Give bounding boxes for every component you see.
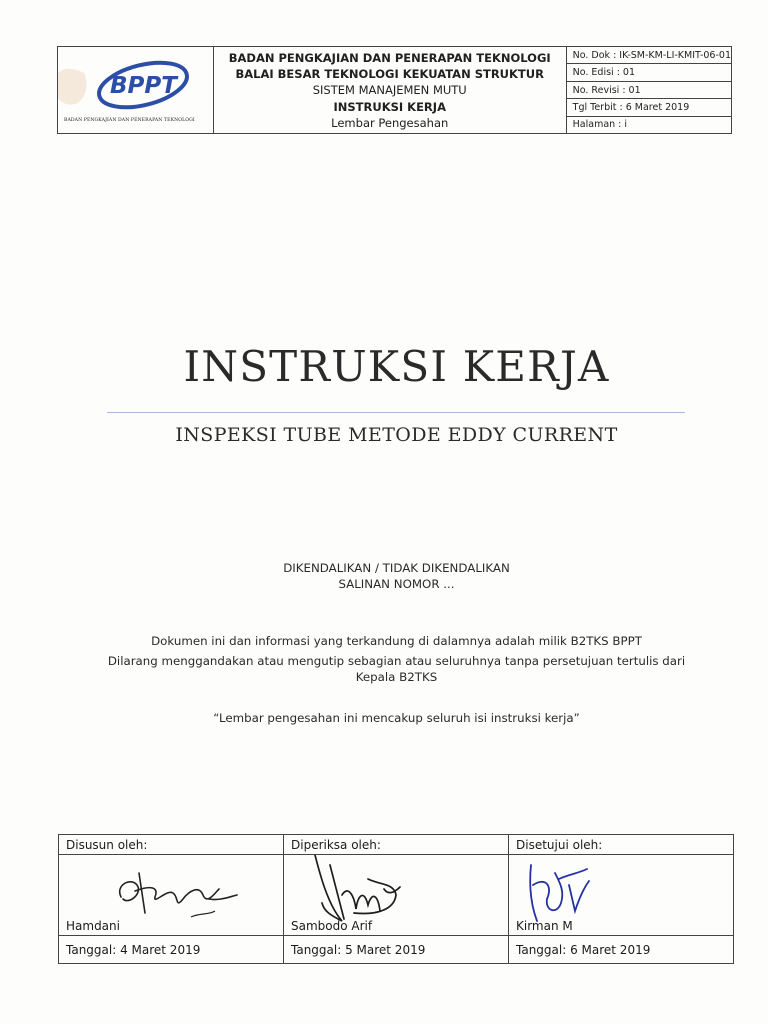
- notice-line-2: Dilarang menggandakan atau mengutip sebagian atau seluruhnya tanpa persetujuan tertulis dari: [107, 654, 686, 668]
- role-label: Disetujui oleh:: [509, 835, 733, 855]
- notice-line-3: Kepala B2TKS: [355, 670, 438, 684]
- signer-name: Sambodo Arif: [291, 919, 373, 933]
- sign-date: Tanggal: 4 Maret 2019: [66, 942, 201, 957]
- approval-scope-quote: “Lembar pengesahan ini mencakup seluruh isi instruksi kerja”: [213, 711, 580, 725]
- signature-box: [509, 855, 733, 936]
- header-line-2: BALAI BESAR TEKNOLOGI KEKUATAN STRUKTUR: [235, 67, 544, 82]
- document-title: INSTRUKSI KERJA: [183, 342, 610, 391]
- document-header: [57, 46, 732, 134]
- header-logo-cell: [58, 47, 214, 133]
- meta-no-dok: No. Dok : IK-SM-KM-LI-KMIT-06-01: [567, 47, 731, 64]
- header-line-5: Lembar Pengesahan: [331, 115, 449, 130]
- signature-column-reviewed: [284, 835, 509, 963]
- copy-number: SALINAN NOMOR ...: [338, 577, 455, 591]
- header-line-3: SISTEM MANAJEMEN MUTU: [312, 83, 467, 98]
- role-label: Disusun oleh:: [59, 835, 283, 855]
- header-line-1: BADAN PENGKAJIAN DAN PENERAPAN TEKNOLOGI: [228, 50, 551, 65]
- notice-line-1: Dokumen ini dan informasi yang terkandung di dalamnya adalah milik B2TKS BPPT: [151, 634, 642, 648]
- control-status: DIKENDALIKAN / TIDAK DIKENDALIKAN: [283, 561, 510, 575]
- signature-column-prepared: [59, 835, 284, 963]
- meta-tgl-terbit: Tgl Terbit : 6 Maret 2019: [567, 99, 731, 116]
- signature-box: [59, 855, 283, 936]
- signature-box: [284, 855, 508, 936]
- header-line-4: INSTRUKSI KERJA: [333, 99, 446, 114]
- meta-no-revisi: No. Revisi : 01: [567, 82, 731, 99]
- role-label: Diperiksa oleh:: [284, 835, 508, 855]
- title-divider: [107, 412, 685, 413]
- document-subtitle: INSPEKSI TUBE METODE EDDY CURRENT: [175, 424, 618, 446]
- signer-name: Kirman M: [516, 919, 573, 933]
- header-title-cell: [214, 47, 567, 133]
- meta-halaman: Halaman : i: [572, 119, 628, 131]
- signature-column-approved: [509, 835, 733, 963]
- header-meta-cell: [567, 47, 731, 133]
- meta-no-edisi: No. Edisi : 01: [567, 64, 731, 81]
- sign-date: Tanggal: 5 Maret 2019: [291, 942, 426, 957]
- logo-caption: BADAN PENGKAJIAN DAN PENERAPAN TEKNOLOGI: [64, 118, 195, 123]
- bppt-logo: [58, 51, 223, 117]
- signature-table: [58, 834, 734, 964]
- logo-text: BPPT: [110, 73, 177, 99]
- sign-date: Tanggal: 6 Maret 2019: [516, 942, 651, 957]
- signer-name: Hamdani: [66, 919, 120, 933]
